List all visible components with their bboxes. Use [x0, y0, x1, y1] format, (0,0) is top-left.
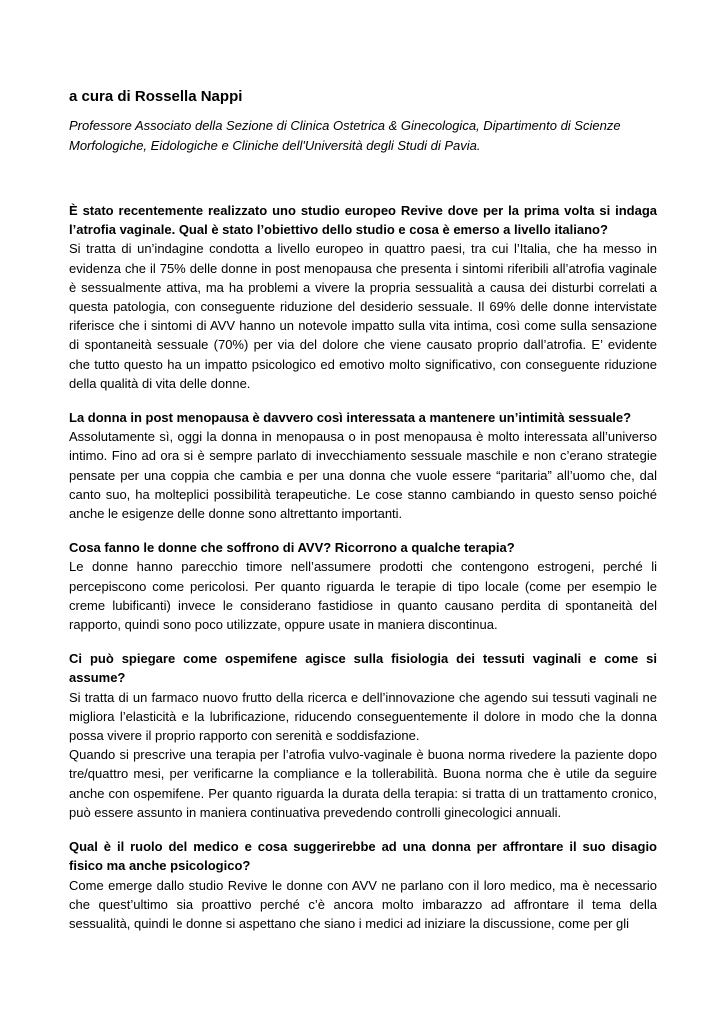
answer-paragraph: Assolutamente sì, oggi la donna in menopausa o in post menopausa è molto interessata all’universo intimo. Fino ad ora si è sempre parlato di invecchiamento sessuale maschile e non c’erano strategie pensate per una coppia che cambia e per una donna che vuole essere “paritaria” all’uomo che, dal canto suo, ha molteplici possibilità terapeutiche. Le cose stanno cambiando in questo senso poiché anche le esigenze delle donne sono altrettanto importanti.	[69, 429, 657, 522]
answer-paragraph: Le donne hanno parecchio timore nell’assumere prodotti che contengono estrogeni, perché li percepiscono come pericolosi. Per quanto riguarda le terapie di tipo locale (come per esempio le creme lubificanti) invece le considerano fastidiose in quanto causano perdita di spontaneità del rapporto, quindi sono poco utilizzate, oppure usate in maniera discontinua.	[69, 559, 657, 633]
question-text: Ci può spiegare come ospemifene agisce sulla fisiologia dei tessuti vaginali e come si assume?	[69, 651, 657, 686]
answer-paragraph: Come emerge dallo studio Revive le donne con AVV ne parlano con il loro medico, ma è necessario che quest’ultimo sia proattivo perché c’è ancora molto imbarazzo ad affrontare il tema della sessualità, quindi le donne si aspettano che siano i medici ad iniziare la discussione, come per gli	[69, 877, 657, 931]
qa-block	[69, 408, 657, 523]
question-text: Cosa fanno le donne che soffrono di AVV? Ricorrono a qualche terapia?	[69, 540, 515, 556]
document-page	[69, 86, 657, 948]
answer-paragraph: Quando si prescrive una terapia per l’atrofia vulvo-vaginale è buona norma rivedere la paziente dopo tre/quattro mesi, per verificarne la compliance e la tollerabilità. Buona norma che è utile da seguire anche con ospemifene. Per quanto riguarda la durata della terapia: si tratta di un trattamento cronico, può essere assunto in maniera continuativa prevedendo controlli ginecologici annuali.	[69, 747, 657, 820]
qa-block	[69, 649, 657, 822]
question-text: Qual è il ruolo del medico e cosa suggerirebbe ad una donna per affrontare il suo disagio fisico ma anche psicologico?	[69, 839, 657, 874]
qa-block	[69, 837, 657, 933]
answer-paragraph: Si tratta di un’indagine condotta a livello europeo in quattro paesi, tra cui l’Italia, che ha messo in evidenza che il 75% delle donne in post menopausa che presenta i sintomi riferibili all’atrofia vaginale è sessualmente attiva, ma ha problemi a vivere la propria sessualità a causa dei disturbi correlati a questa patologia, con conseguente riduzione del desiderio sessuale. Il 69% delle donne intervistate riferisce che i sintomi di AVV hanno un notevole impatto sulla vita intima, così come sulla sensazione di spontaneità sessuale (70%) per via del dolore che viene causato proprio dall’atrofia. E’ evidente che tutto questo ha un impatto psicologico ed emotivo molto significativo, con conseguente riduzione della qualità di vita delle donne.	[69, 241, 657, 391]
answer-paragraph: Si tratta di un farmaco nuovo frutto della ricerca e dell’innovazione che agendo sui tessuti vaginali ne migliora l’elasticità e la lubrificazione, riducendo conseguentemente il dolore in modo che la donna possa vivere il proprio rapporto con serenità e soddisfazione.	[69, 689, 657, 744]
qa-block	[69, 538, 657, 634]
qa-block	[69, 201, 657, 393]
affiliation-text: Professore Associato della Sezione di Clinica Ostetrica & Ginecologica, Dipartimento di Scienze Morfologiche, Eidologiche e Cliniche dell'Università degli Studi di Pavia.	[69, 118, 621, 153]
author-line: a cura di Rossella Nappi	[69, 88, 243, 105]
question-text: È stato recentemente realizzato uno studio europeo Revive dove per la prima volta si indaga l’atrofia vaginale. Qual è stato l’obiettivo dello studio e cosa è emerso a livello italiano?	[69, 203, 657, 238]
question-text: La donna in post menopausa è davvero così interessata a mantenere un’intimità sessuale?	[69, 410, 632, 426]
